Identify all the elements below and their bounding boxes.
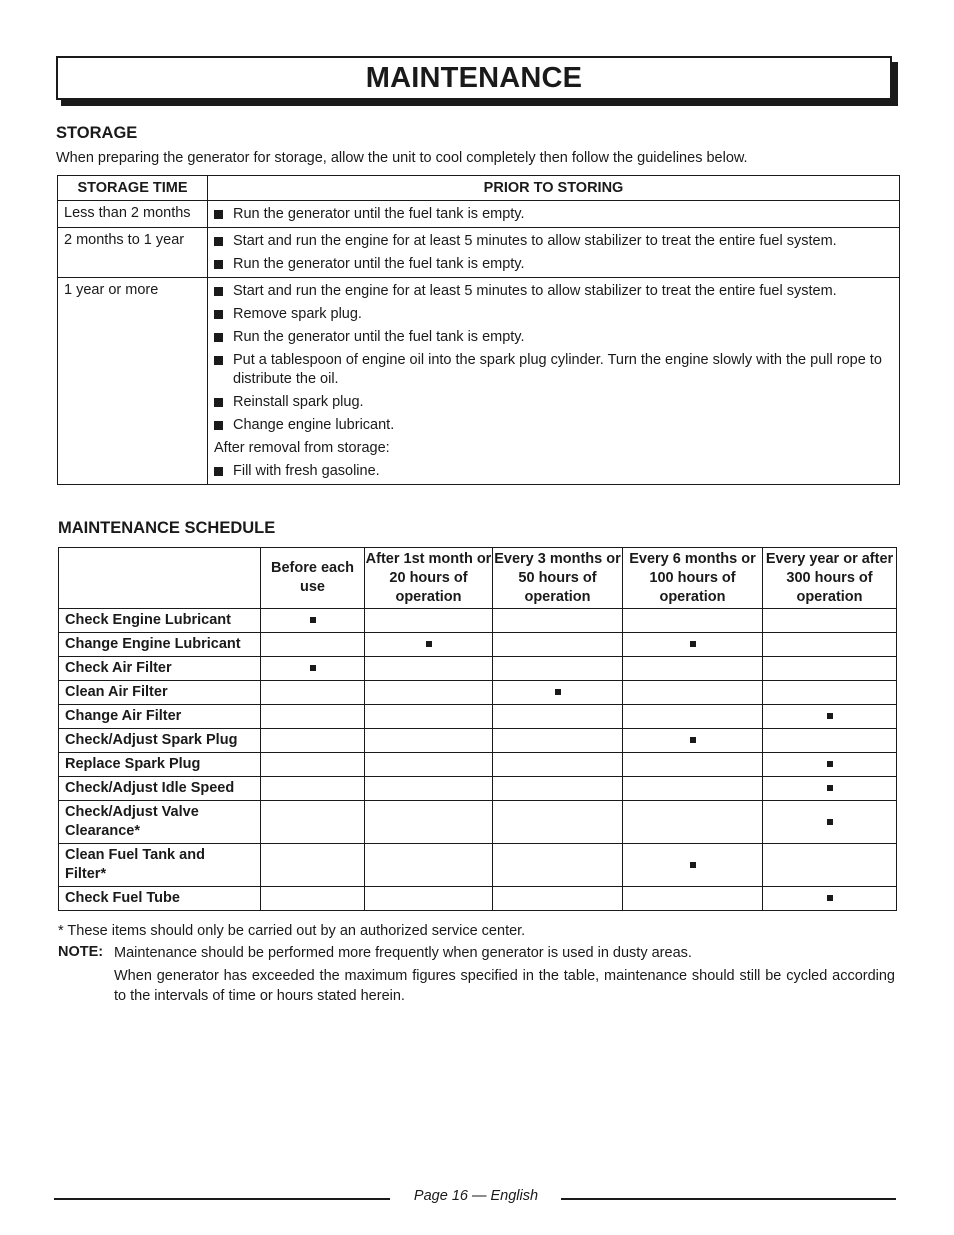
- storage-row: [58, 228, 900, 278]
- schedule-cell: [763, 801, 897, 844]
- schedule-task: Change Air Filter: [59, 705, 261, 729]
- check-mark-icon: [310, 665, 316, 671]
- check-mark-icon: [827, 819, 833, 825]
- schedule-cell: [261, 729, 365, 753]
- storage-time: 2 months to 1 year: [58, 228, 208, 278]
- schedule-heading: MAINTENANCE SCHEDULE: [58, 519, 276, 537]
- schedule-task: Change Engine Lubricant: [59, 633, 261, 657]
- schedule-cell: [261, 657, 365, 681]
- schedule-cell: [365, 801, 493, 844]
- schedule-row: [59, 801, 897, 844]
- footnote: * These items should only be carried out by an authorized service center.: [58, 923, 526, 939]
- schedule-cell: [261, 844, 365, 887]
- schedule-column-header: After 1st month or 20 hours of operation: [365, 548, 493, 609]
- check-mark-icon: [690, 737, 696, 743]
- bullet-square-icon: [214, 398, 223, 407]
- schedule-cell: [623, 801, 763, 844]
- schedule-cell: [763, 681, 897, 705]
- schedule-task: Replace Spark Plug: [59, 753, 261, 777]
- schedule-column-header: Every year or after 300 hours of operation: [763, 548, 897, 609]
- schedule-cell: [365, 705, 493, 729]
- schedule-cell: [493, 609, 623, 633]
- schedule-cell: [493, 705, 623, 729]
- storage-step-text: Remove spark plug.: [233, 306, 362, 322]
- storage-step-text: Fill with fresh gasoline.: [233, 463, 380, 479]
- schedule-cell: [763, 609, 897, 633]
- schedule-cell: [623, 777, 763, 801]
- storage-step: [214, 328, 893, 347]
- schedule-task: Check/Adjust Valve Clearance*: [59, 801, 261, 844]
- storage-intro: When preparing the generator for storage, allow the unit to cool completely then follow the guidelines below.: [56, 150, 748, 166]
- note-label: NOTE:: [58, 944, 104, 960]
- check-mark-icon: [827, 785, 833, 791]
- schedule-cell: [493, 777, 623, 801]
- schedule-column-header: Every 3 months or 50 hours of operation: [493, 548, 623, 609]
- check-mark-icon: [426, 641, 432, 647]
- schedule-cell: [365, 681, 493, 705]
- schedule-row: [59, 681, 897, 705]
- schedule-cell: [261, 633, 365, 657]
- schedule-task: Check Fuel Tube: [59, 887, 261, 911]
- page-footer: Page 16 — English: [413, 1188, 539, 1204]
- storage-step-text: Run the generator until the fuel tank is empty.: [233, 329, 525, 345]
- bullet-square-icon: [214, 237, 223, 246]
- check-mark-icon: [310, 617, 316, 623]
- schedule-cell: [365, 729, 493, 753]
- storage-row: [58, 201, 900, 228]
- storage-subheading: After removal from storage:: [214, 440, 390, 456]
- schedule-cell: [623, 705, 763, 729]
- schedule-cell: [261, 753, 365, 777]
- bullet-square-icon: [214, 467, 223, 476]
- schedule-cell: [365, 753, 493, 777]
- schedule-cell: [261, 801, 365, 844]
- schedule-column-header: Before each use: [261, 548, 365, 609]
- check-mark-icon: [555, 689, 561, 695]
- storage-step: [214, 232, 893, 251]
- storage-step: [214, 462, 893, 481]
- check-mark-icon: [690, 641, 696, 647]
- schedule-cell: [365, 609, 493, 633]
- schedule-row: [59, 844, 897, 887]
- storage-step: [214, 255, 893, 274]
- schedule-row: [59, 887, 897, 911]
- schedule-row: [59, 753, 897, 777]
- schedule-cell: [763, 729, 897, 753]
- check-mark-icon: [827, 895, 833, 901]
- bullet-square-icon: [214, 333, 223, 342]
- storage-step-text: Reinstall spark plug.: [233, 394, 364, 410]
- schedule-cell: [261, 887, 365, 911]
- schedule-row: [59, 657, 897, 681]
- schedule-cell: [261, 705, 365, 729]
- schedule-cell: [763, 753, 897, 777]
- schedule-cell: [623, 729, 763, 753]
- schedule-cell: [763, 887, 897, 911]
- schedule-cell: [365, 777, 493, 801]
- schedule-table: [58, 547, 897, 911]
- bullet-square-icon: [214, 310, 223, 319]
- schedule-cell: [261, 777, 365, 801]
- schedule-row: [59, 705, 897, 729]
- schedule-cell: [365, 844, 493, 887]
- schedule-cell: [493, 681, 623, 705]
- schedule-cell: [763, 657, 897, 681]
- storage-step-text: Put a tablespoon of engine oil into the spark plug cylinder. Turn the engine slowly with the pull rope to distribute the oil.: [233, 352, 882, 387]
- schedule-corner: [59, 548, 261, 609]
- check-mark-icon: [827, 761, 833, 767]
- check-mark-icon: [690, 862, 696, 868]
- footer-rule-left: [54, 1198, 390, 1200]
- schedule-row: [59, 729, 897, 753]
- schedule-cell: [365, 887, 493, 911]
- storage-step: [214, 351, 893, 389]
- storage-step-text: Run the generator until the fuel tank is empty.: [233, 206, 525, 222]
- note-2: When generator has exceeded the maximum figures specified in the table, maintenance should still be cycled according to the intervals of time or hours stated herein.: [114, 968, 895, 1004]
- storage-step: [214, 205, 893, 224]
- schedule-cell: [493, 753, 623, 777]
- schedule-cell: [493, 657, 623, 681]
- bullet-square-icon: [214, 421, 223, 430]
- storage-steps: [208, 201, 900, 228]
- check-mark-icon: [827, 713, 833, 719]
- schedule-cell: [261, 609, 365, 633]
- schedule-cell: [623, 887, 763, 911]
- schedule-task: Check Air Filter: [59, 657, 261, 681]
- schedule-task: Check Engine Lubricant: [59, 609, 261, 633]
- storage-step-text: Start and run the engine for at least 5 minutes to allow stabilizer to treat the entire fuel system.: [233, 233, 837, 249]
- storage-step: [214, 282, 893, 301]
- schedule-cell: [365, 633, 493, 657]
- schedule-cell: [763, 633, 897, 657]
- schedule-cell: [493, 887, 623, 911]
- storage-step-text: Change engine lubricant.: [233, 417, 395, 433]
- schedule-column-header: Every 6 months or 100 hours of operation: [623, 548, 763, 609]
- schedule-row: [59, 609, 897, 633]
- storage-row: [58, 278, 900, 485]
- schedule-cell: [493, 633, 623, 657]
- schedule-task: Check/Adjust Idle Speed: [59, 777, 261, 801]
- storage-steps: [208, 228, 900, 278]
- schedule-cell: [763, 777, 897, 801]
- storage-header-prior: PRIOR TO STORING: [208, 176, 900, 201]
- schedule-cell: [493, 844, 623, 887]
- storage-step-text: Start and run the engine for at least 5 minutes to allow stabilizer to treat the entire fuel system.: [233, 283, 837, 299]
- schedule-cell: [261, 681, 365, 705]
- storage-step: [214, 305, 893, 324]
- footer-rule-right: [561, 1198, 896, 1200]
- storage-step-text: Run the generator until the fuel tank is empty.: [233, 256, 525, 272]
- schedule-task: Clean Fuel Tank and Filter*: [59, 844, 261, 887]
- schedule-cell: [763, 844, 897, 887]
- storage-time: 1 year or more: [58, 278, 208, 485]
- schedule-task: Clean Air Filter: [59, 681, 261, 705]
- bullet-square-icon: [214, 210, 223, 219]
- bullet-square-icon: [214, 356, 223, 365]
- storage-heading: STORAGE: [56, 124, 138, 142]
- schedule-cell: [493, 801, 623, 844]
- note-1: Maintenance should be performed more frequently when generator is used in dusty areas.: [114, 945, 692, 961]
- storage-steps: [208, 278, 900, 485]
- schedule-cell: [623, 657, 763, 681]
- storage-time: Less than 2 months: [58, 201, 208, 228]
- schedule-task: Check/Adjust Spark Plug: [59, 729, 261, 753]
- storage-table: [57, 175, 900, 485]
- schedule-cell: [365, 657, 493, 681]
- bullet-square-icon: [214, 260, 223, 269]
- schedule-cell: [763, 705, 897, 729]
- storage-step: [214, 393, 893, 412]
- bullet-square-icon: [214, 287, 223, 296]
- schedule-cell: [623, 844, 763, 887]
- page-title: MAINTENANCE: [56, 56, 892, 100]
- schedule-cell: [493, 729, 623, 753]
- schedule-row: [59, 633, 897, 657]
- storage-header-time: STORAGE TIME: [58, 176, 208, 201]
- schedule-cell: [623, 609, 763, 633]
- schedule-row: [59, 777, 897, 801]
- storage-step: [214, 416, 893, 435]
- schedule-cell: [623, 633, 763, 657]
- schedule-cell: [623, 753, 763, 777]
- schedule-cell: [623, 681, 763, 705]
